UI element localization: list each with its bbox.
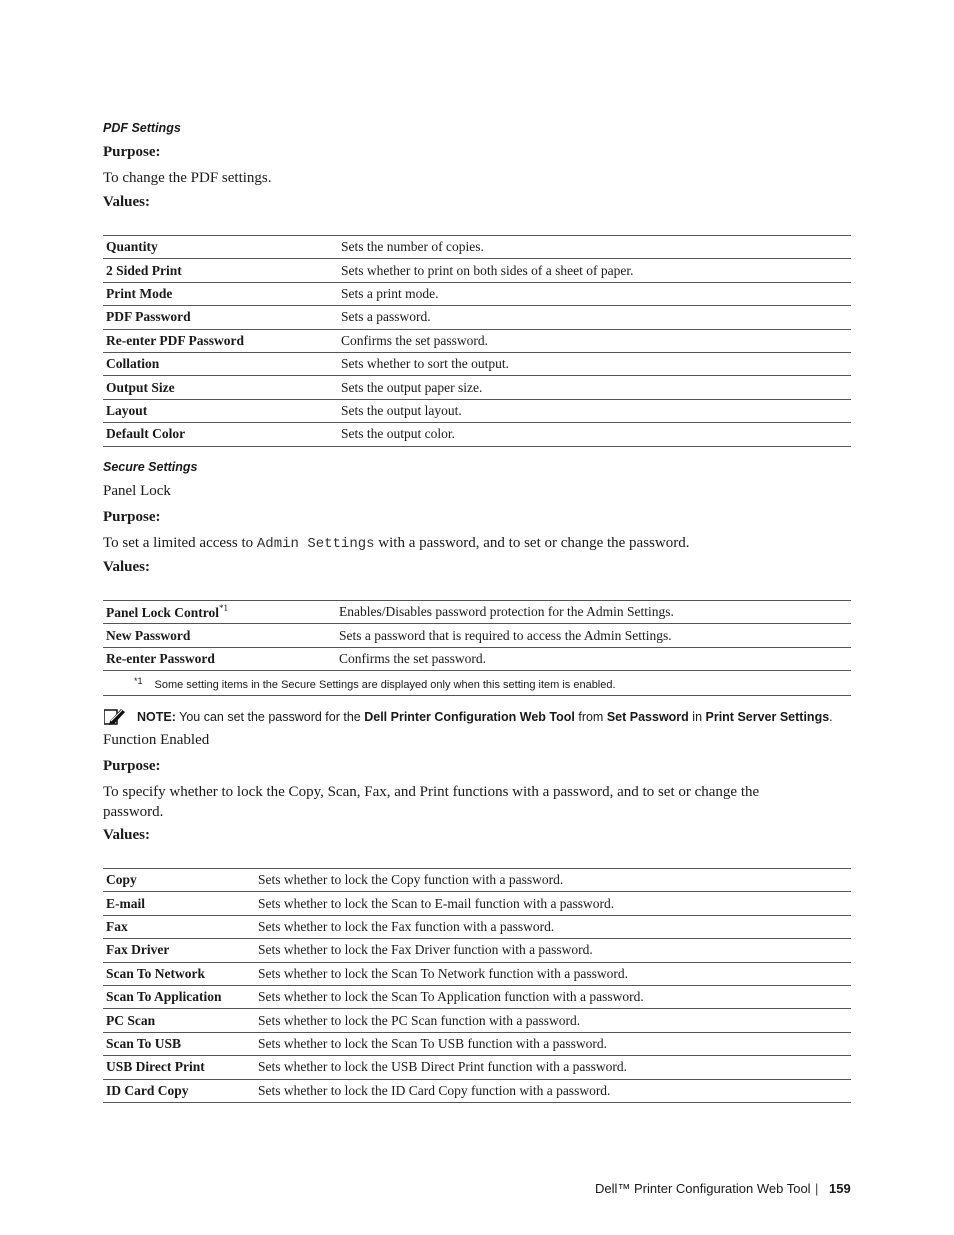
setting-name-text: Re-enter Password	[106, 650, 215, 666]
panel-lock-title: Panel Lock	[103, 483, 171, 499]
panel-lock-values-table	[103, 600, 851, 696]
setting-name-text: Fax Driver	[106, 942, 170, 958]
setting-name-text: Output Size	[106, 379, 175, 395]
setting-name	[103, 352, 338, 375]
setting-name	[103, 329, 338, 352]
function-enabled-title: Function Enabled	[103, 732, 210, 748]
table-row	[103, 915, 851, 938]
setting-description: Sets a print mode.	[338, 282, 851, 305]
table-row	[103, 376, 851, 399]
setting-name-text: E-mail	[106, 895, 145, 911]
setting-name-text: PDF Password	[106, 309, 191, 325]
note-bold-web-tool: Dell Printer Configuration Web Tool	[364, 710, 575, 724]
table-row	[103, 259, 851, 282]
function-enabled-values-table	[103, 868, 851, 1103]
footnote-row	[103, 671, 851, 696]
setting-name-text: Fax	[106, 918, 128, 934]
function-enabled-purpose-label: Purpose:	[103, 758, 161, 774]
footer-separator: |	[815, 1181, 819, 1196]
setting-name-text: Copy	[106, 872, 137, 888]
setting-description: Sets the output paper size.	[338, 376, 851, 399]
setting-name	[103, 1056, 255, 1079]
setting-name-text: 2 Sided Print	[106, 262, 182, 278]
setting-name	[103, 282, 338, 305]
table-row	[103, 306, 851, 329]
table-row	[103, 869, 851, 892]
setting-description: Sets whether to lock the Scan To Application function with a password.	[255, 985, 851, 1008]
setting-name-text: Scan To Application	[106, 989, 222, 1005]
setting-description: Sets whether to lock the PC Scan function with a password.	[255, 1009, 851, 1032]
setting-description: Sets whether to print on both sides of a sheet of paper.	[338, 259, 851, 282]
setting-name	[103, 915, 255, 938]
admin-settings-code: Admin Settings	[256, 536, 375, 552]
note-text-3: in	[688, 710, 706, 724]
table-row	[103, 1079, 851, 1102]
footer-title: Dell™ Printer Configuration Web Tool	[595, 1181, 811, 1196]
table-row	[103, 352, 851, 375]
setting-description: Sets whether to lock the Fax function with a password.	[255, 915, 851, 938]
note-text-2: from	[574, 710, 607, 724]
setting-name	[103, 939, 255, 962]
panel-lock-purpose-label: Purpose:	[103, 509, 161, 525]
setting-name-text: Default Color	[106, 426, 186, 442]
setting-description: Sets whether to lock the ID Card Copy function with a password.	[255, 1079, 851, 1102]
setting-name	[103, 399, 338, 422]
table-row	[103, 939, 851, 962]
setting-name	[103, 236, 338, 259]
setting-description: Confirms the set password.	[338, 329, 851, 352]
pdf-settings-heading: PDF Settings	[103, 121, 181, 135]
setting-name-text: USB Direct Print	[106, 1059, 205, 1075]
note-label: NOTE:	[137, 710, 176, 724]
setting-description: Enables/Disables password protection for the Admin Settings.	[336, 601, 851, 624]
note-text	[137, 710, 833, 724]
panel-lock-values-label: Values:	[103, 559, 150, 575]
setting-description: Sets a password that is required to access the Admin Settings.	[336, 624, 851, 647]
setting-description: Sets the number of copies.	[338, 236, 851, 259]
footnote-ref: *1	[219, 603, 229, 614]
table-row	[103, 962, 851, 985]
setting-name	[103, 306, 338, 329]
setting-description: Sets whether to lock the Scan To USB function with a password.	[255, 1032, 851, 1055]
note-bold-set-password: Set Password	[606, 710, 689, 724]
setting-name	[103, 624, 336, 647]
table-row	[103, 1009, 851, 1032]
setting-name-text: Print Mode	[106, 285, 173, 301]
setting-description: Sets the output color.	[338, 423, 851, 446]
table-row	[103, 423, 851, 446]
footnote-mark: *1	[134, 675, 143, 686]
setting-name-text: ID Card Copy	[106, 1082, 189, 1098]
setting-name	[103, 1032, 255, 1055]
setting-description: Sets the output layout.	[338, 399, 851, 422]
footnote-text: Some setting items in the Secure Settings are displayed only when this setting item is enabled.	[154, 678, 616, 691]
table-row	[103, 329, 851, 352]
function-enabled-values-label: Values:	[103, 827, 150, 843]
pdf-purpose-label: Purpose:	[103, 144, 161, 160]
pdf-purpose-text: To change the PDF settings.	[103, 170, 272, 186]
pdf-values-label: Values:	[103, 194, 150, 210]
function-enabled-purpose-text: To specify whether to lock the Copy, Scan, Fax, and Print functions with a password, and to set or change the password.	[103, 784, 760, 820]
setting-name	[103, 962, 255, 985]
setting-description: Sets whether to lock the Scan To Network function with a password.	[255, 962, 851, 985]
setting-name-text: Panel Lock Control	[106, 605, 220, 621]
setting-name-text: Scan To Network	[106, 965, 206, 981]
page-number: 159	[829, 1181, 851, 1196]
setting-name	[103, 1079, 255, 1102]
setting-name	[103, 892, 255, 915]
setting-name-text: PC Scan	[106, 1012, 156, 1028]
note-text-4: .	[829, 710, 833, 724]
note-pencil-icon	[104, 708, 126, 726]
setting-description: Sets a password.	[338, 306, 851, 329]
table-row	[103, 399, 851, 422]
table-row	[103, 236, 851, 259]
table-row	[103, 647, 851, 670]
table-row	[103, 1056, 851, 1079]
pdf-values-table	[103, 235, 851, 447]
setting-description: Sets whether to lock the Scan to E-mail function with a password.	[255, 892, 851, 915]
note-text-1: You can set the password for the	[175, 710, 365, 724]
setting-name-text: Quantity	[106, 239, 158, 255]
panel-lock-purpose-pre: To set a limited access to	[103, 535, 257, 551]
setting-name	[103, 601, 336, 624]
setting-name-text: Layout	[106, 402, 148, 418]
table-row	[103, 985, 851, 1008]
table-row	[103, 624, 851, 647]
setting-description: Sets whether to lock the Copy function with a password.	[255, 869, 851, 892]
setting-name	[103, 423, 338, 446]
setting-description: Sets whether to sort the output.	[338, 352, 851, 375]
panel-lock-purpose-post: with a password, and to set or change the password.	[374, 535, 690, 551]
setting-name	[103, 985, 255, 1008]
table-row	[103, 282, 851, 305]
table-row	[103, 892, 851, 915]
table-row	[103, 601, 851, 624]
setting-name-text: Re-enter PDF Password	[106, 332, 244, 348]
footnote	[103, 671, 851, 696]
secure-settings-heading: Secure Settings	[103, 460, 198, 474]
setting-name-text: New Password	[106, 627, 191, 643]
setting-description: Confirms the set password.	[336, 647, 851, 670]
setting-name	[103, 259, 338, 282]
panel-lock-purpose-text	[103, 533, 689, 554]
table-row	[103, 1032, 851, 1055]
setting-name	[103, 647, 336, 670]
setting-name	[103, 869, 255, 892]
note-bold-print-server: Print Server Settings	[705, 710, 830, 724]
setting-description: Sets whether to lock the USB Direct Print function with a password.	[255, 1056, 851, 1079]
setting-name-text: Collation	[106, 356, 160, 372]
setting-name	[103, 1009, 255, 1032]
setting-description: Sets whether to lock the Fax Driver function with a password.	[255, 939, 851, 962]
setting-name-text: Scan To USB	[106, 1035, 182, 1051]
setting-name	[103, 376, 338, 399]
